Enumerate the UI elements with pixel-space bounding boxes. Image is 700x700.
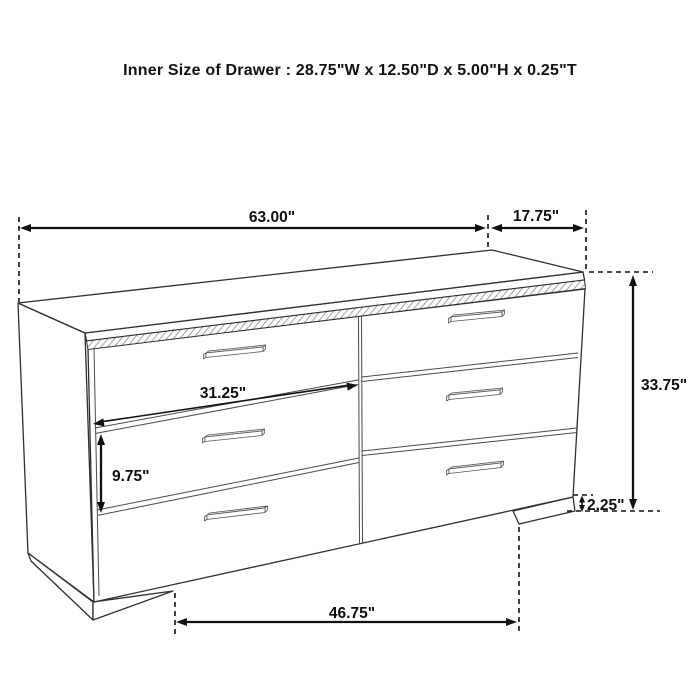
diagram-title: Inner Size of Drawer : 28.75"W x 12.50"D x 5.00"H x 0.25"T (123, 62, 577, 79)
dimension-base-width (176, 605, 517, 626)
dim-label-top-depth: 17.75" (512, 208, 560, 225)
dimension-overall-height (629, 275, 687, 510)
dim-label-base-width: 46.75" (328, 605, 376, 622)
dim-label-base-height: 2.25" (587, 497, 625, 514)
dim-label-drawer-width: 31.25" (199, 385, 247, 402)
dimension-top-width (20, 209, 486, 232)
dresser-drawing (18, 250, 586, 620)
dim-label-overall-height: 33.75" (641, 377, 688, 394)
dimension-top-depth (491, 208, 584, 232)
dim-label-drawer-height: 9.75" (112, 468, 150, 485)
dim-label-top-width: 63.00" (248, 209, 296, 226)
